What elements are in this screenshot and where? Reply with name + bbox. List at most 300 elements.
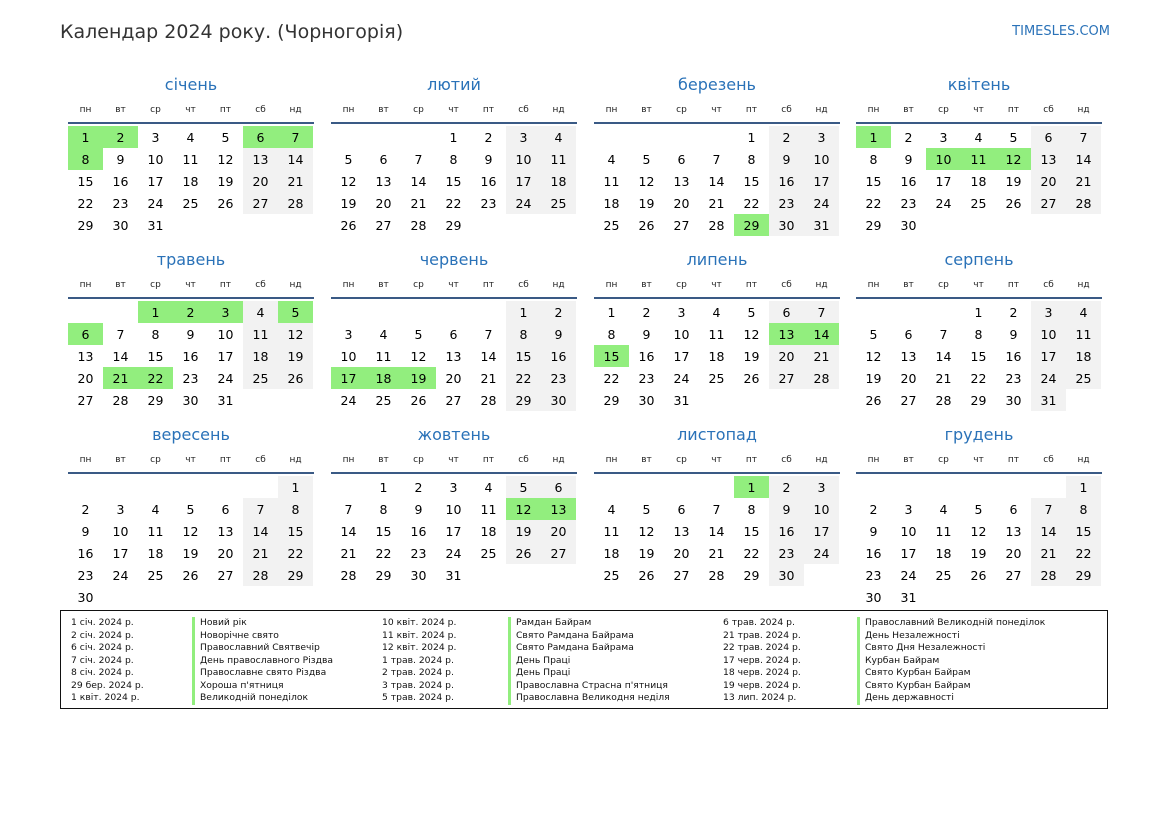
day-cell: 29 (375, 567, 392, 583)
day-cell: 10 (340, 348, 357, 364)
day-cell: 24 (506, 192, 541, 214)
day-cell: 24 (673, 370, 690, 386)
day-cell: 4 (607, 501, 616, 517)
day-cell: 14 (1031, 520, 1066, 542)
day-cell: 3 (804, 126, 839, 148)
day-cell: 11 (935, 523, 952, 539)
day-cell: 1 (379, 479, 388, 495)
day-cell: 2 (904, 129, 913, 145)
day-cell: 27 (445, 392, 462, 408)
day-cell: 19 (743, 348, 760, 364)
day-cell: 24 (112, 567, 129, 583)
legend-holiday-name: День державності (857, 692, 1045, 705)
day-cell: 17 (1031, 345, 1066, 367)
weekday-label: ср (150, 105, 161, 115)
weekday-label: сб (781, 280, 792, 290)
day-cell: 4 (379, 326, 388, 342)
day-cell: 7 (712, 501, 721, 517)
day-cell: 24 (445, 545, 462, 561)
day-cell: 3 (506, 126, 541, 148)
day-cell: 26 (970, 567, 987, 583)
empty-cell (208, 476, 243, 498)
legend-date: 18 черв. 2024 р. (723, 667, 801, 678)
day-cell: 25 (480, 545, 497, 561)
day-cell: 26 (743, 370, 760, 386)
legend-names-column (508, 617, 670, 705)
day-cell: 3 (939, 129, 948, 145)
day-cell: 10 (900, 523, 917, 539)
weekday-header (594, 273, 840, 299)
day-cell: 2 (81, 501, 90, 517)
weekday-label: ср (676, 280, 687, 290)
weekday-header (331, 98, 577, 124)
legend-date: 29 бер. 2024 р. (71, 679, 144, 691)
month-calendar (331, 423, 577, 586)
day-cell: 10 (445, 501, 462, 517)
empty-cell (856, 476, 891, 498)
empty-cell (138, 476, 173, 498)
legend-holiday-name: День православного Різдва (192, 655, 333, 668)
day-cell: 17 (804, 170, 839, 192)
weekday-label: вт (641, 105, 652, 115)
day-cell: 22 (375, 545, 392, 561)
holiday-day-cell: 1 (138, 301, 173, 323)
day-cell: 19 (217, 173, 234, 189)
day-cell: 3 (116, 501, 125, 517)
day-cell: 13 (375, 173, 392, 189)
day-cell: 2 (414, 479, 423, 495)
day-cell: 22 (506, 367, 541, 389)
weekday-header (68, 273, 314, 299)
day-cell: 17 (804, 520, 839, 542)
weekday-header (594, 98, 840, 124)
day-grid (856, 126, 1102, 236)
day-cell: 21 (935, 370, 952, 386)
day-cell: 20 (77, 370, 94, 386)
weekday-label: чт (448, 280, 459, 290)
legend-dates-column (382, 617, 456, 705)
legend-holiday-name: Великодній понеділок (192, 692, 333, 705)
month-calendar (856, 248, 1102, 411)
weekday-label: нд (552, 280, 565, 290)
legend-holiday-name: Новий рік (192, 617, 333, 630)
holiday-legend (60, 610, 1108, 709)
day-grid (594, 476, 840, 586)
day-cell: 4 (541, 126, 576, 148)
holiday-day-cell: 17 (331, 367, 366, 389)
month-name: травень (156, 250, 226, 269)
day-cell: 1 (278, 476, 313, 498)
legend-dates-column (71, 617, 144, 705)
day-cell: 20 (445, 370, 462, 386)
day-cell: 26 (638, 567, 655, 583)
empty-cell (103, 301, 138, 323)
month-name: лютий (427, 75, 481, 94)
day-cell: 19 (340, 195, 357, 211)
day-cell: 21 (1066, 170, 1101, 192)
day-cell: 28 (708, 567, 725, 583)
day-cell: 23 (865, 567, 882, 583)
weekday-header (856, 273, 1102, 299)
empty-cell (926, 476, 961, 498)
weekday-label: чт (711, 105, 722, 115)
day-cell: 4 (712, 304, 721, 320)
day-cell: 10 (217, 326, 234, 342)
empty-cell (629, 476, 664, 498)
day-cell: 29 (970, 392, 987, 408)
day-cell: 23 (769, 542, 804, 564)
day-cell: 1 (974, 304, 983, 320)
empty-cell (996, 476, 1031, 498)
day-cell: 31 (804, 214, 839, 236)
weekday-header (331, 448, 577, 474)
day-cell: 22 (1066, 542, 1101, 564)
day-cell: 21 (1031, 542, 1066, 564)
holiday-day-cell: 6 (243, 126, 278, 148)
empty-cell (594, 476, 629, 498)
weekday-label: чт (973, 280, 984, 290)
day-cell: 8 (869, 151, 878, 167)
day-cell: 19 (278, 345, 313, 367)
legend-holiday-name: День Незалежності (857, 630, 1045, 643)
month-calendar (594, 73, 840, 236)
day-cell: 31 (900, 589, 917, 605)
day-cell: 25 (708, 370, 725, 386)
day-cell: 3 (344, 326, 353, 342)
weekday-label: нд (815, 280, 828, 290)
day-cell: 8 (449, 151, 458, 167)
day-cell: 8 (278, 498, 313, 520)
day-cell: 21 (708, 195, 725, 211)
day-cell: 3 (904, 501, 913, 517)
empty-cell (629, 126, 664, 148)
day-cell: 3 (449, 479, 458, 495)
day-cell: 29 (506, 389, 541, 411)
day-cell: 8 (506, 323, 541, 345)
weekday-label: вт (115, 280, 126, 290)
weekday-label: ср (676, 105, 687, 115)
empty-cell (471, 301, 506, 323)
day-cell: 17 (900, 545, 917, 561)
weekday-label: чт (973, 105, 984, 115)
day-cell: 21 (278, 170, 313, 192)
legend-holiday-name: Православна Страсна п'ятниця (508, 680, 670, 693)
month-calendar (594, 248, 840, 411)
day-cell: 29 (77, 217, 94, 233)
day-cell: 11 (708, 326, 725, 342)
holiday-day-cell: 3 (208, 301, 243, 323)
day-cell: 13 (217, 523, 234, 539)
day-cell: 16 (541, 345, 576, 367)
day-cell: 2 (869, 501, 878, 517)
day-cell: 9 (642, 326, 651, 342)
day-cell: 2 (769, 476, 804, 498)
page-title: Календар 2024 року. (Чорногорія) (60, 21, 404, 43)
day-cell: 13 (900, 348, 917, 364)
day-cell: 16 (77, 545, 94, 561)
day-cell: 22 (970, 370, 987, 386)
day-cell: 27 (375, 217, 392, 233)
day-cell: 14 (340, 523, 357, 539)
day-cell: 30 (1005, 392, 1022, 408)
month-calendar (331, 73, 577, 236)
day-cell: 28 (708, 217, 725, 233)
day-cell: 25 (147, 567, 164, 583)
day-cell: 14 (935, 348, 952, 364)
weekday-label: сб (255, 105, 266, 115)
holiday-day-cell: 18 (366, 367, 401, 389)
day-cell: 22 (865, 195, 882, 211)
day-cell: 16 (769, 520, 804, 542)
legend-date: 2 січ. 2024 р. (71, 629, 134, 641)
day-cell: 18 (182, 173, 199, 189)
day-cell: 7 (712, 151, 721, 167)
weekday-label: ср (938, 455, 949, 465)
day-cell: 26 (865, 392, 882, 408)
day-cell: 15 (970, 348, 987, 364)
day-cell: 24 (147, 195, 164, 211)
weekday-label: пн (867, 105, 880, 115)
day-cell: 18 (603, 195, 620, 211)
day-cell: 14 (708, 523, 725, 539)
weekday-label: сб (518, 280, 529, 290)
month-calendar (594, 423, 840, 586)
day-cell: 25 (541, 192, 576, 214)
weekday-label: нд (289, 105, 302, 115)
day-cell: 10 (673, 326, 690, 342)
day-cell: 23 (480, 195, 497, 211)
day-cell: 27 (769, 367, 804, 389)
weekday-label: нд (815, 105, 828, 115)
day-cell: 18 (935, 545, 952, 561)
day-cell: 17 (147, 173, 164, 189)
legend-date: 6 трав. 2024 р. (723, 617, 795, 628)
day-cell: 8 (747, 501, 756, 517)
weekday-label: пт (482, 455, 495, 465)
day-cell: 21 (410, 195, 427, 211)
day-cell: 1 (607, 304, 616, 320)
day-cell: 26 (1005, 195, 1022, 211)
month-name: січень (164, 75, 218, 94)
day-cell: 9 (769, 498, 804, 520)
weekday-label: пт (482, 105, 495, 115)
weekday-header (594, 448, 840, 474)
holiday-day-cell: 14 (804, 323, 839, 345)
day-cell: 5 (186, 501, 195, 517)
day-cell: 8 (607, 326, 616, 342)
day-cell: 28 (480, 392, 497, 408)
day-cell: 10 (147, 151, 164, 167)
day-cell: 7 (1031, 498, 1066, 520)
day-cell: 23 (112, 195, 129, 211)
holiday-day-cell: 13 (541, 498, 576, 520)
day-cell: 7 (484, 326, 493, 342)
day-cell: 31 (217, 392, 234, 408)
day-cell: 15 (506, 345, 541, 367)
day-cell: 27 (900, 392, 917, 408)
legend-date: 8 січ. 2024 р. (71, 667, 134, 678)
holiday-day-cell: 11 (961, 148, 996, 170)
weekday-header (68, 448, 314, 474)
day-cell: 22 (445, 195, 462, 211)
day-cell: 7 (344, 501, 353, 517)
day-cell: 31 (1031, 389, 1066, 411)
day-cell: 6 (379, 151, 388, 167)
day-cell: 18 (603, 545, 620, 561)
weekday-label: пт (1007, 455, 1020, 465)
holiday-day-cell: 1 (734, 476, 769, 498)
legend-holiday-name: Православна Великодня неділя (508, 692, 670, 705)
holiday-day-cell: 12 (506, 498, 541, 520)
holiday-day-cell: 21 (103, 367, 138, 389)
legend-date: 21 трав. 2024 р. (723, 629, 801, 641)
day-cell: 14 (708, 173, 725, 189)
day-cell: 22 (603, 370, 620, 386)
legend-date: 7 січ. 2024 р. (71, 654, 134, 666)
day-cell: 18 (970, 173, 987, 189)
day-cell: 13 (673, 523, 690, 539)
weekday-header (331, 273, 577, 299)
weekday-label: вт (378, 280, 389, 290)
holiday-day-cell: 5 (278, 301, 313, 323)
day-cell: 3 (677, 304, 686, 320)
weekday-label: вт (641, 280, 652, 290)
empty-cell (331, 476, 366, 498)
legend-names-column (192, 617, 333, 705)
day-cell: 11 (1066, 323, 1101, 345)
holiday-day-cell: 10 (926, 148, 961, 170)
holiday-day-cell: 13 (769, 323, 804, 345)
day-cell: 24 (804, 192, 839, 214)
weekday-label: сб (1043, 280, 1054, 290)
day-cell: 18 (541, 170, 576, 192)
month-calendar (856, 73, 1102, 236)
day-cell: 20 (1031, 170, 1066, 192)
day-cell: 16 (112, 173, 129, 189)
day-cell: 5 (1009, 129, 1018, 145)
day-cell: 19 (970, 545, 987, 561)
weekday-label: нд (289, 280, 302, 290)
day-grid (68, 301, 314, 411)
day-cell: 30 (77, 589, 94, 605)
day-cell: 25 (1066, 367, 1101, 389)
weekday-label: пн (867, 455, 880, 465)
month-name: грудень (944, 425, 1014, 444)
weekday-label: сб (518, 105, 529, 115)
weekday-label: ср (938, 105, 949, 115)
day-cell: 2 (642, 304, 651, 320)
legend-holiday-name: Новорічне свято (192, 630, 333, 643)
legend-holiday-name: День Праці (508, 655, 670, 668)
weekday-label: пн (605, 455, 618, 465)
day-cell: 14 (480, 348, 497, 364)
day-cell: 23 (769, 192, 804, 214)
day-cell: 5 (506, 476, 541, 498)
empty-cell (436, 301, 471, 323)
day-cell: 9 (116, 151, 125, 167)
day-cell: 11 (603, 173, 620, 189)
day-cell: 18 (1066, 345, 1101, 367)
day-cell: 29 (1066, 564, 1101, 586)
day-cell: 26 (506, 542, 541, 564)
day-cell: 5 (974, 501, 983, 517)
day-cell: 28 (340, 567, 357, 583)
day-cell: 2 (1009, 304, 1018, 320)
day-cell: 19 (865, 370, 882, 386)
weekday-label: пн (342, 105, 355, 115)
day-cell: 9 (541, 323, 576, 345)
weekday-label: ср (413, 105, 424, 115)
brand-link[interactable]: TIMESLES.COM (1012, 24, 1110, 39)
day-grid (856, 301, 1102, 411)
weekday-label: вт (903, 455, 914, 465)
day-cell: 23 (638, 370, 655, 386)
day-cell: 11 (603, 523, 620, 539)
empty-cell (926, 301, 961, 323)
day-cell: 27 (673, 217, 690, 233)
day-cell: 7 (116, 326, 125, 342)
legend-date: 19 черв. 2024 р. (723, 679, 801, 691)
empty-cell (243, 476, 278, 498)
empty-cell (331, 301, 366, 323)
weekday-label: нд (815, 455, 828, 465)
day-cell: 3 (1031, 301, 1066, 323)
weekday-label: вт (641, 455, 652, 465)
weekday-label: нд (552, 455, 565, 465)
weekday-label: сб (1043, 105, 1054, 115)
weekday-label: чт (448, 105, 459, 115)
empty-cell (103, 476, 138, 498)
day-cell: 30 (112, 217, 129, 233)
day-cell: 28 (1066, 192, 1101, 214)
legend-date: 13 лип. 2024 р. (723, 692, 797, 703)
day-cell: 9 (414, 501, 423, 517)
legend-holiday-name: Православний Святвечір (192, 642, 333, 655)
empty-cell (173, 476, 208, 498)
day-cell: 6 (1009, 501, 1018, 517)
day-cell: 30 (900, 217, 917, 233)
legend-holiday-name: Свято Рамдана Байрама (508, 630, 670, 643)
day-cell: 6 (769, 301, 804, 323)
day-cell: 15 (1066, 520, 1101, 542)
day-cell: 17 (217, 348, 234, 364)
day-cell: 12 (970, 523, 987, 539)
day-cell: 8 (974, 326, 983, 342)
day-cell: 9 (186, 326, 195, 342)
day-cell: 11 (182, 151, 199, 167)
holiday-day-cell: 2 (103, 126, 138, 148)
weekday-label: сб (781, 455, 792, 465)
holiday-day-cell: 7 (278, 126, 313, 148)
weekday-header (68, 98, 314, 124)
day-cell: 19 (182, 545, 199, 561)
legend-holiday-name: Свято Курбан Байрам (857, 680, 1045, 693)
day-cell: 6 (1031, 126, 1066, 148)
day-cell: 12 (217, 151, 234, 167)
day-cell: 16 (182, 348, 199, 364)
day-cell: 12 (278, 323, 313, 345)
legend-date: 1 січ. 2024 р. (71, 617, 134, 628)
legend-holiday-name: Хороша п'ятниця (192, 680, 333, 693)
day-cell: 21 (243, 542, 278, 564)
day-cell: 27 (243, 192, 278, 214)
day-cell: 17 (673, 348, 690, 364)
weekday-label: ср (676, 455, 687, 465)
day-cell: 9 (1009, 326, 1018, 342)
day-cell: 20 (769, 345, 804, 367)
day-cell: 13 (1005, 523, 1022, 539)
day-cell: 22 (743, 545, 760, 561)
